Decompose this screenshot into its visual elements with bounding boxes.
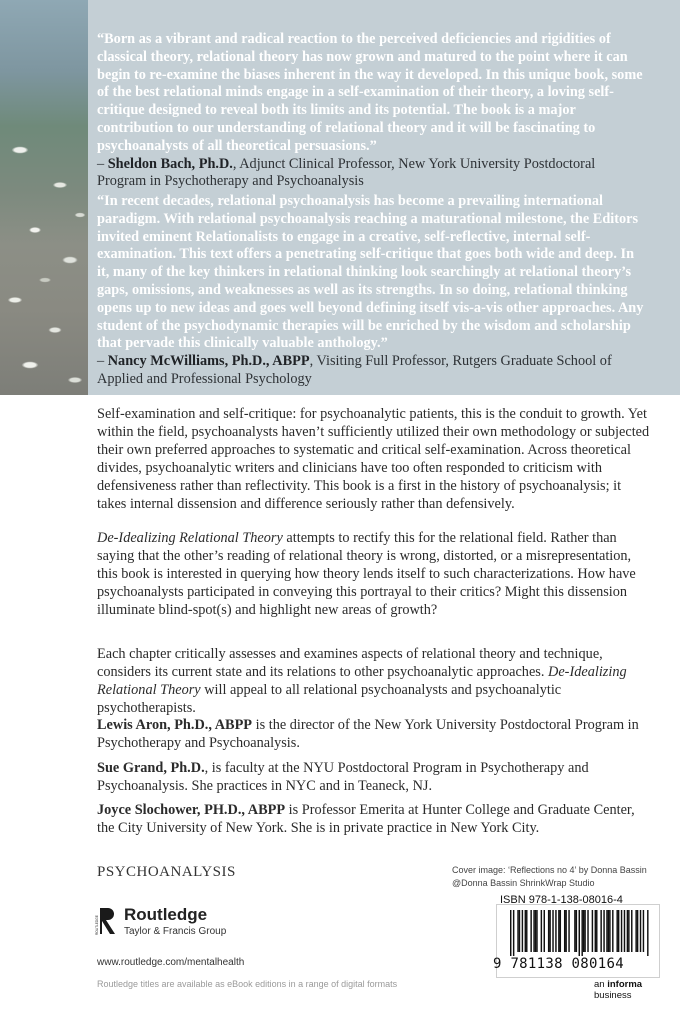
barcode-bar xyxy=(564,910,565,952)
endorser-name: Nancy McWilliams, Ph.D., ABPP xyxy=(107,353,310,370)
praise-quote-text: “Born as a vibrant and radical reaction to the perceived deficiencies and rigidities of classical theory, relational theory has now grown and matured to the point where it can begin to re-examine the biases inherent in the way it developed. In this unique book, some of the best relational minds engage in a self-examination of their theory, a loving self-critique designed to reveal both its limits and its potential. The book is a major contribution to our understanding of relational theory and it will be fascinating to psychoanalysts of all theoretical persuasions.” xyxy=(97,31,643,154)
tagline-prefix: an xyxy=(594,979,608,990)
publisher-name: Routledge xyxy=(124,905,208,924)
isbn-barcode xyxy=(510,910,650,956)
barcode-bar xyxy=(584,910,585,952)
editor-name: Lewis Aron, Ph.D., ABPP xyxy=(97,717,253,733)
barcode-bar xyxy=(606,910,607,952)
blurb-paragraph-1: Self-examination and self-critique: for psychoanalytic patients, this is the conduit to growth. Yet within the field, psychoanalysts haven’t sufficiently utilized their own methodology or subjected their own preferred approaches to systematic and critical self-examination. Across theoretical divides, psychoanalytic writers and clinicians have too often responded to criticism with defensiveness rather than reflectivity. This book is a first in the history of psychoanalysis; it takes internal dissension and difference seriously rather than defensively. xyxy=(97,406,650,512)
editor-bio-aron xyxy=(97,717,653,753)
barcode-bar xyxy=(541,910,542,952)
barcode-bar xyxy=(535,910,536,952)
barcode-bar xyxy=(608,910,609,952)
barcode-bar xyxy=(548,910,549,952)
informa-brand: informa xyxy=(607,979,643,990)
publisher-url[interactable]: www.routledge.com/mentalhealth xyxy=(97,957,245,968)
barcode-bar xyxy=(628,910,629,952)
barcode-bar xyxy=(555,910,556,952)
blurb-paragraph-3 xyxy=(97,646,653,718)
barcode-bar xyxy=(643,910,644,952)
editor-name: Sue Grand, Ph.D. xyxy=(97,760,205,776)
barcode-bar xyxy=(624,910,625,952)
praise-quote-text: “In recent decades, relational psychoanalysis has become a prevailing international paradigm. With relational psychoanalysis reaching a maturational milestone, the Editors invited eminent Relationalists to engage in a creative, self-reflective, internal self-examination. This text offers a penetrating self-critique that goes both wide and deep. In it, many of the key thinkers in relational thinking look searchingly at relational theory’s gaps, omissions, and weaknesses as well as its strengths. In so doing, relational thinking opens up to new ideas and goes well beyond defining itself vis-a-vis other approaches. Any student of the psychodynamic therapies will be enriched by the wisdom and scholarship that pervade this clinically valuable anthology.” xyxy=(97,193,644,352)
ebook-note: Routledge titles are available as eBook editions in a range of digital formats xyxy=(97,979,398,989)
editor-bio-text: is Professor Emerita at Hunter College and Graduate Center, the City University of New York. She is in private practice in New York City. xyxy=(97,802,635,836)
cover-image-credit xyxy=(452,864,647,889)
blurb-text: will appeal to all relational psychoanalysts and psychoanalytic psychotherapists. xyxy=(97,681,562,716)
endorser-role: , Adjunct Clinical Professor, New York University Postdoctoral Program in Psychotherapy and Psychoanalysis xyxy=(97,155,596,190)
barcode-bar xyxy=(616,910,617,952)
credit-line-1: Cover image: ‘Reflections no 4’ by Donna Bassin xyxy=(452,865,647,875)
book-title: De-Idealizing Relational Theory xyxy=(97,530,283,546)
endorser-name: Sheldon Bach, Ph.D. xyxy=(107,155,233,172)
barcode-bar xyxy=(558,910,559,952)
barcode-bar xyxy=(596,910,597,952)
barcode-bar xyxy=(637,910,638,952)
tagline-suffix: business xyxy=(594,990,632,1001)
barcode-bar xyxy=(549,910,550,952)
praise-attribution xyxy=(97,353,645,389)
barcode-bar xyxy=(635,910,636,952)
praise-quote-2 xyxy=(97,193,645,389)
editor-bio-text: is the director of the New York University Postdoctoral Program in Psychotherapy and Psychoanalysis. xyxy=(97,717,639,751)
informa-tagline xyxy=(594,979,680,1001)
editor-name: Joyce Slochower, PH.D., ABPP xyxy=(97,802,286,818)
publisher-group: Taylor & Francis Group xyxy=(124,926,227,937)
barcode-bar xyxy=(525,910,526,952)
barcode-bar xyxy=(579,910,580,956)
barcode-bar xyxy=(552,910,553,952)
barcode-bar xyxy=(574,910,575,952)
barcode-bar xyxy=(576,910,577,952)
barcode-bar xyxy=(647,910,648,956)
book-title: De-Idealizing Relational Theory xyxy=(97,663,627,698)
barcode-bar xyxy=(627,910,628,952)
barcode-bar xyxy=(510,910,511,956)
blurb-paragraph-2 xyxy=(97,530,653,620)
cover-photo-strip xyxy=(0,0,88,395)
attribution-dash: – xyxy=(97,155,108,172)
credit-line-2: @Donna Bassin ShrinkWrap Studio xyxy=(452,877,595,888)
barcode-bar xyxy=(530,910,531,952)
barcode-bar xyxy=(522,910,523,952)
barcode-bar xyxy=(568,910,569,952)
logo-wordmark: ROUTLEDGE xyxy=(95,915,99,935)
barcode-bar xyxy=(536,910,537,952)
barcode-bar xyxy=(526,910,527,952)
barcode-bar xyxy=(621,910,622,952)
barcode-bar xyxy=(517,910,518,952)
barcode-bar xyxy=(612,910,613,952)
editor-bio-slochower xyxy=(97,802,653,838)
routledge-logo-icon xyxy=(97,906,119,936)
barcode-bar xyxy=(609,910,610,952)
praise-attribution xyxy=(97,156,645,192)
barcode-bar xyxy=(587,910,588,952)
barcode-bar xyxy=(513,910,514,956)
barcode-bar xyxy=(581,910,582,956)
barcode-bar xyxy=(519,910,520,952)
barcode-bar xyxy=(640,910,641,952)
subject-category: PSYCHOANALYSIS xyxy=(97,864,236,880)
barcode-bar xyxy=(592,910,593,952)
barcode-bar xyxy=(618,910,619,952)
attribution-dash: – xyxy=(97,353,108,370)
barcode-bar xyxy=(631,910,632,952)
barcode-bar xyxy=(533,910,534,952)
barcode-bar xyxy=(544,910,545,952)
barcode-bar xyxy=(565,910,566,952)
editor-bio-text: , is faculty at the NYU Postdoctoral Program in Psychotherapy and Psychoanalysis. She practices in NYC and in Teaneck, NJ. xyxy=(97,760,589,794)
isbn-label: ISBN 978-1-138-08016-4 xyxy=(500,894,623,906)
blurb-text: attempts to rectify this for the relational field. Rather than saying that the other’s reading of relational theory is wrong, distorted, or a misrepresentation, this book is interested in querying how theory lends itself to such characterizations. How have psychoanalysts participated in conveying this portrayal to their critics? Might this dissension illuminate blind-spot(s) and highlight new areas of growth? xyxy=(97,530,636,618)
praise-quote-1 xyxy=(97,31,645,191)
barcode-bar xyxy=(603,910,604,952)
barcode-bar xyxy=(583,910,584,952)
editor-bio-grand xyxy=(97,760,653,796)
barcode-bar xyxy=(595,910,596,952)
barcode-digits: 9 781138 080164 xyxy=(493,956,624,972)
blurb-text: Each chapter critically assesses and examines aspects of relational theory and technique, considers its current state and its relations to other psychoanalytic approaches. xyxy=(97,646,603,680)
barcode-bar xyxy=(560,910,561,952)
barcode-bar xyxy=(600,910,601,952)
endorser-role: , Visiting Full Professor, Rutgers Graduate School of Applied and Professional Psychology xyxy=(97,353,612,387)
